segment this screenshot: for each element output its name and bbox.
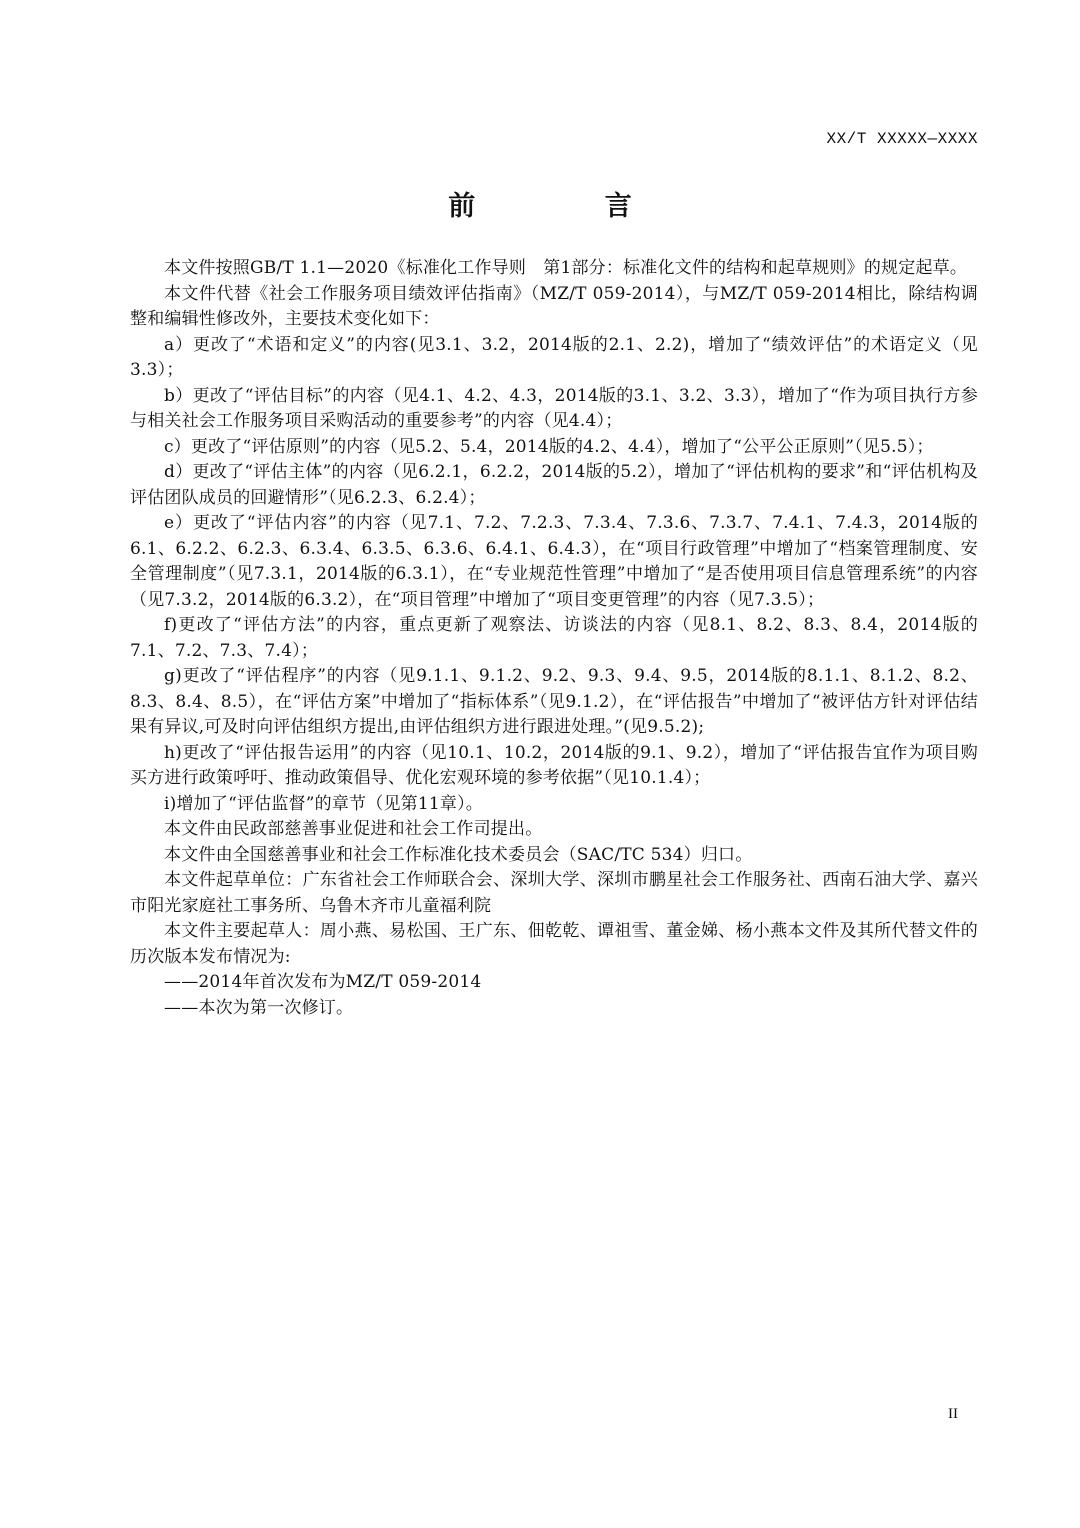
list-item: g)更改了“评估程序”的内容（见9.1.1、9.1.2、9.2、9.3、9.4、9.5，2014版的8.1.1、8.1.2、8.2、8.3、8.4、8.5），在“评估方案”中增加了“指标体系”（见9.1.2），在“评估报告”中增加了“被评估方针对评估结果有异议,可及时向评估组织方提出,由评估组织方进行跟进处理。”(见9.5.2); — [130, 666, 978, 737]
paragraph: 本文件代替《社会工作服务项目绩效评估指南》（MZ/T 059-2014），与MZ/T 059-2014相比，除结构调整和编辑性修改外，主要技术变化如下： — [130, 283, 978, 329]
foreword-body — [130, 256, 978, 1021]
list-item: e）更改了“评估内容”的内容（见7.1、7.2、7.2.3、7.3.4、7.3.6、7.3.7、7.4.1、7.4.3，2014版的6.1、6.2.2、6.2.3、6.3.4、6.3.5、6.3.6、6.4.1、6.4.3），在“项目行政管理”中增加了“档案管理制度、安全管理制度”（见7.3.1，2014版的6.3.1），在“专业规范性管理”中增加了“是否使用项目信息管理系统”的内容（见7.3.2，2014版的6.3.2），在“项目管理”中增加了“项目变更管理”的内容（见7.3.5）； — [130, 513, 978, 610]
paragraph: 本文件起草单位：广东省社会工作师联合会、深圳大学、深圳市鹏星社会工作服务社、西南石油大学、嘉兴市阳光家庭社工事务所、乌鲁木齐市儿童福利院 — [130, 870, 978, 916]
document-code: XX/T XXXXX—XXXX — [826, 130, 978, 148]
paragraph: 本文件主要起草人：周小燕、易松国、王广东、佃乾乾、谭祖雪、董金娣、杨小燕本文件及其所代替文件的历次版本发布情况为: — [130, 921, 978, 967]
list-item: c）更改了“评估原则”的内容（见5.2、5.4，2014版的4.2、4.4），增加了“公平公正原则”（见5.5）； — [164, 436, 934, 457]
list-item: f)更改了“评估方法”的内容，重点更新了观察法、访谈法的内容（见8.1、8.2、8.3、8.4，2014版的7.1、7.2、7.3、7.4）； — [130, 615, 978, 661]
page-number: II — [948, 1406, 958, 1422]
list-item: h)更改了“评估报告运用”的内容（见10.1、10.2，2014版的9.1、9.2），增加了“评估报告宜作为项目购买方进行政策呼吁、推动政策倡导、优化宏观环境的参考依据”（见10.1.4）； — [130, 742, 978, 788]
list-item: i)增加了“评估监督”的章节（见第11章）。 — [164, 793, 483, 814]
paragraph: 本文件由全国慈善事业和社会工作标准化技术委员会（SAC/TC 534）归口。 — [164, 844, 753, 865]
paragraph: 本文件由民政部慈善事业促进和社会工作司提出。 — [164, 819, 543, 839]
list-item: d）更改了“评估主体”的内容（见6.2.1，6.2.2，2014版的5.2），增加了“评估机构的要求”和“评估机构及评估团队成员的回避情形”（见6.2.3、6.2.4）； — [130, 462, 978, 508]
list-item: b）更改了“评估目标”的内容（见4.1、4.2、4.3，2014版的3.1、3.2、3.3），增加了“作为项目执行方参与相关社会工作服务项目采购活动的重要参考”的内容（见4.4）； — [130, 385, 978, 431]
list-item: ——本次为第一次修订。 — [164, 997, 354, 1018]
list-item: a）更改了“术语和定义”的内容(见3.1、3.2，2014版的2.1、2.2)，增加了“绩效评估”的术语定义（见3.3）； — [130, 334, 978, 380]
list-item: ——2014年首次发布为MZ/T 059-2014 — [164, 972, 482, 992]
page-title: 前 言 — [448, 191, 692, 222]
paragraph: 本文件按照GB/T 1.1—2020《标准化工作导则 第1部分：标准化文件的结构和起草规则》的规定起草。 — [164, 258, 968, 278]
